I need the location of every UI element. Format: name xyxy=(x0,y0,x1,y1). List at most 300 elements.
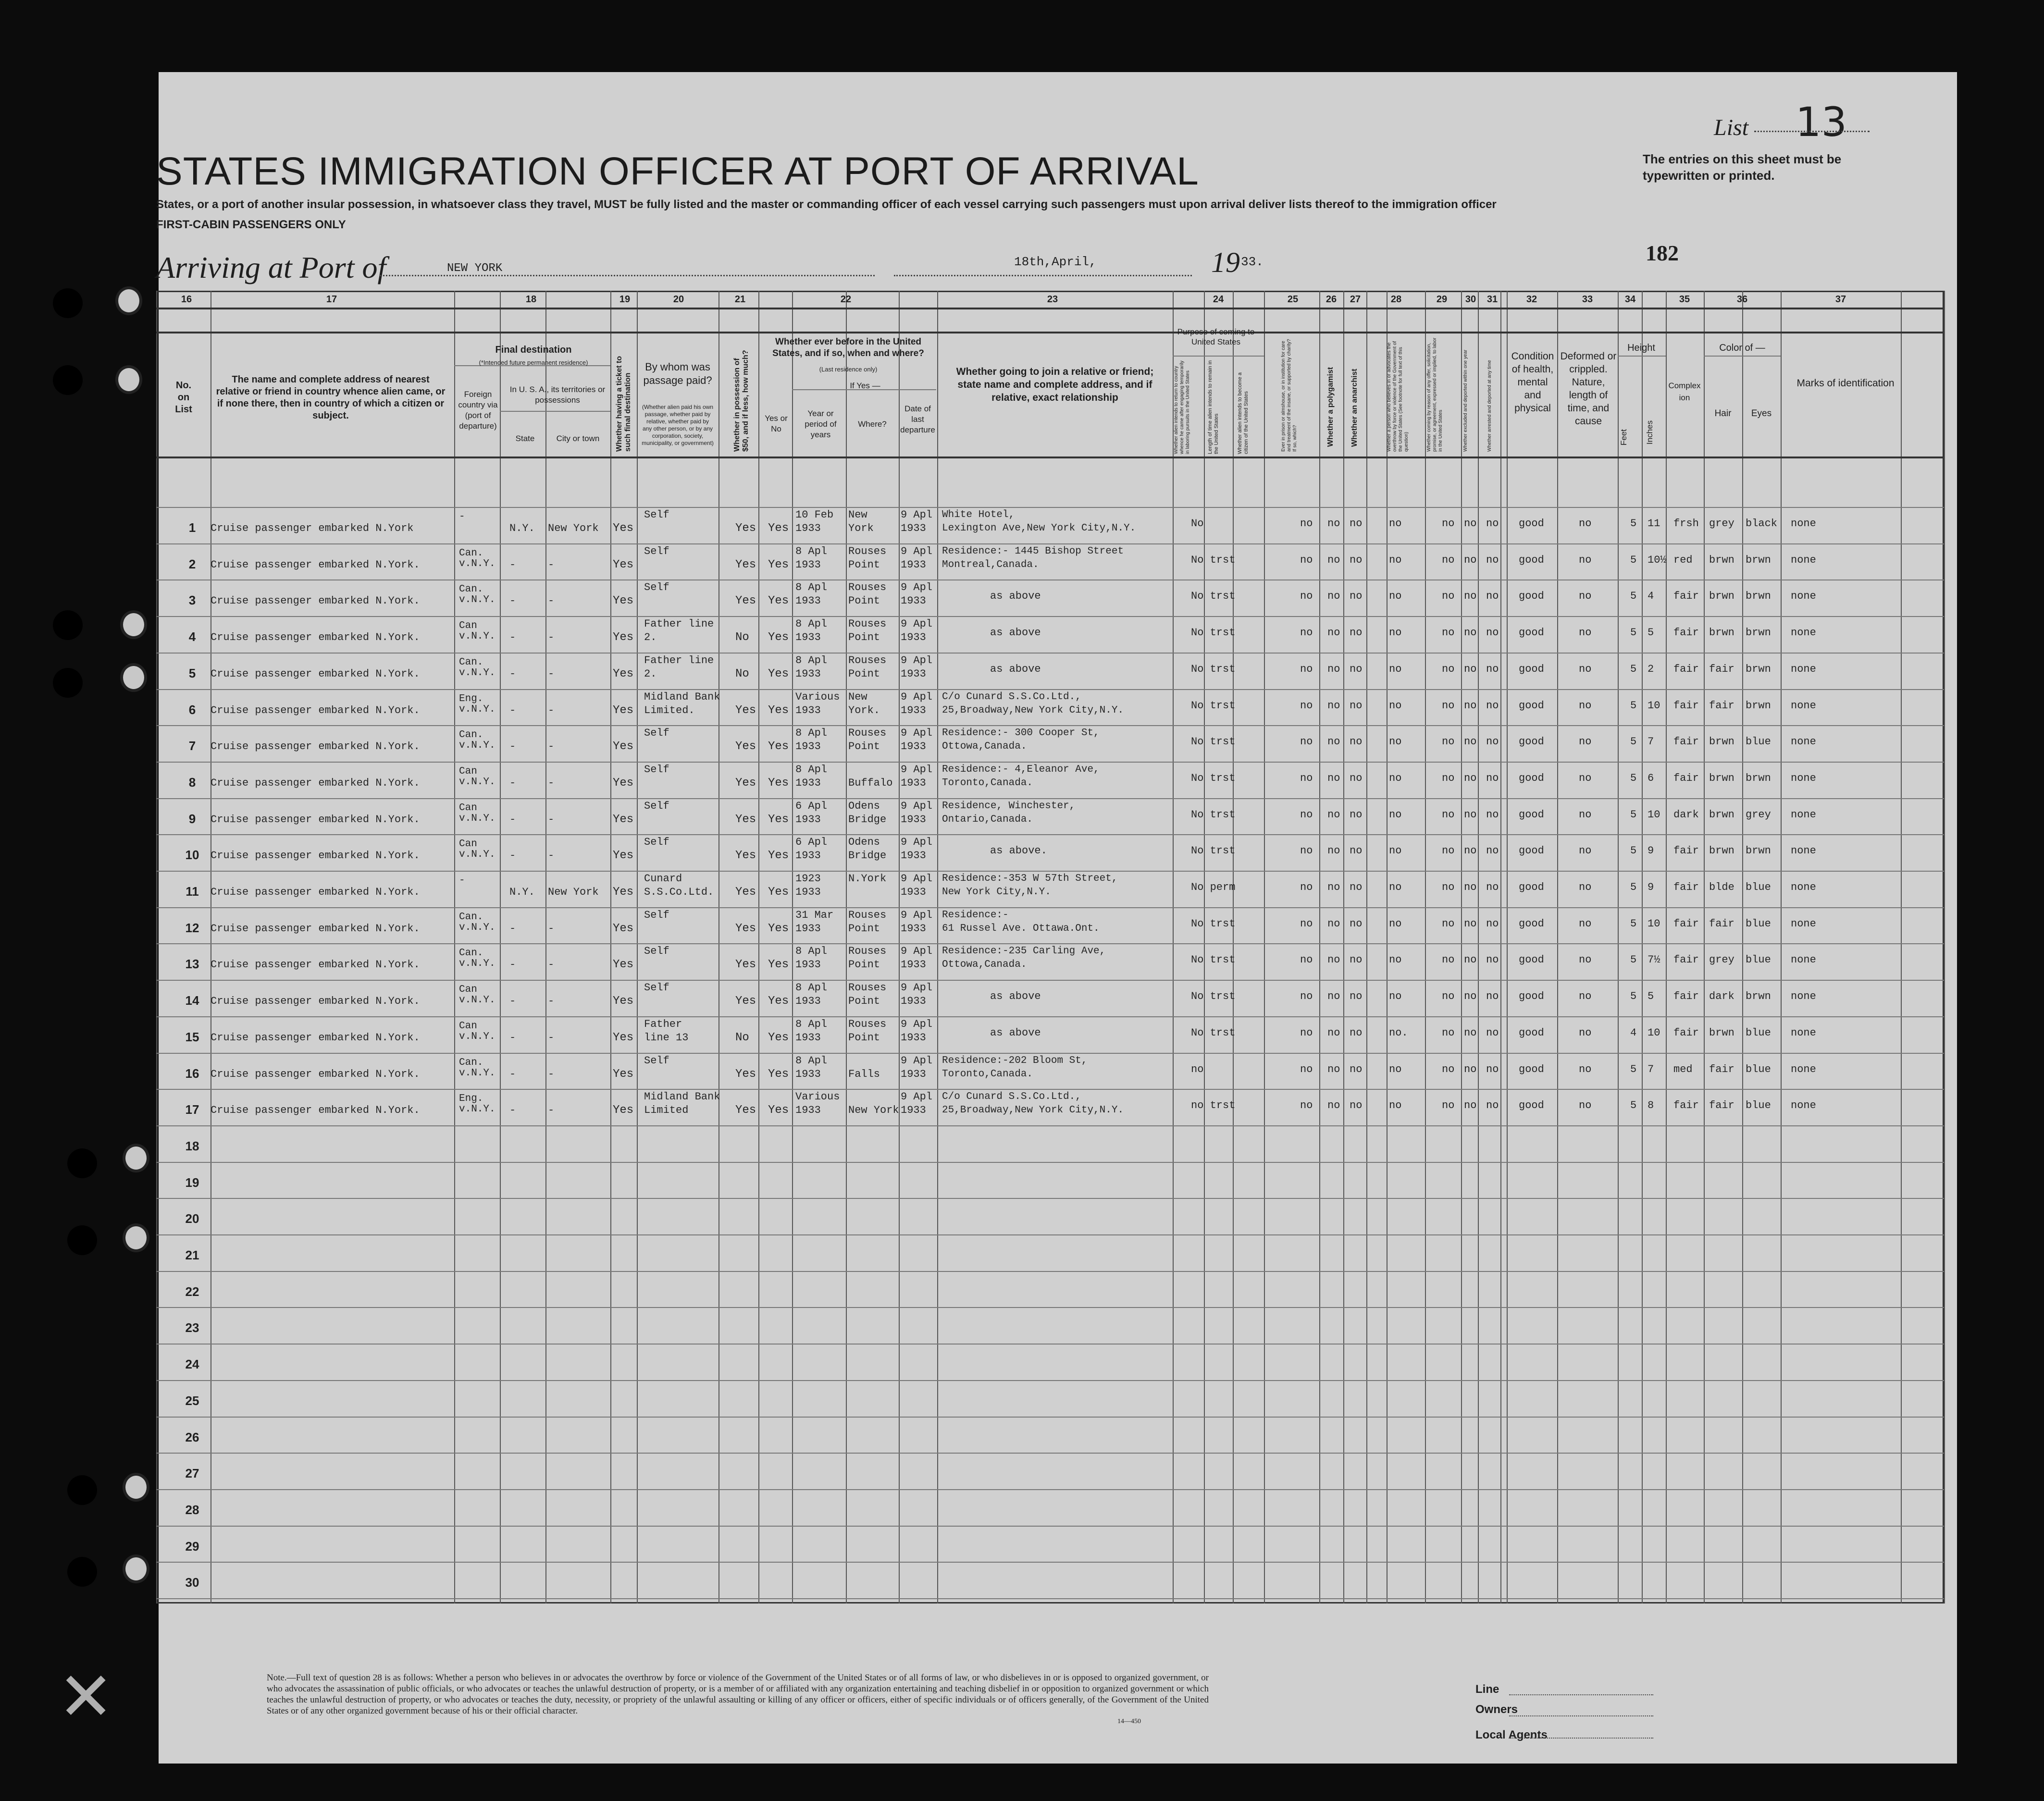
anarchist: no xyxy=(1350,954,1363,966)
where-before: Point xyxy=(848,922,880,935)
passage-paid: Self xyxy=(644,545,669,557)
q28: no xyxy=(1389,990,1402,1003)
height-feet: 5 xyxy=(1630,663,1637,675)
destination-state: N.Y. xyxy=(509,886,535,898)
year-period: 8 Apl xyxy=(795,727,828,740)
destination-city: New York xyxy=(548,522,599,534)
header-complexion: Complexion xyxy=(1668,381,1701,402)
purpose: No xyxy=(1191,518,1204,530)
destination-city: - xyxy=(548,995,555,1008)
header-city: City or town xyxy=(556,434,600,443)
q31: no xyxy=(1486,990,1499,1003)
grid-line xyxy=(1944,291,1945,1604)
eye-color: blue xyxy=(1746,1026,1771,1039)
passage-paid: Father line xyxy=(644,618,714,630)
passage-paid: Self xyxy=(644,982,669,994)
ever-before: Yes xyxy=(768,740,789,753)
hair-color: grey xyxy=(1709,518,1734,530)
q31: no xyxy=(1486,845,1499,857)
row-number: 14 xyxy=(185,993,199,1008)
passage-paid: Self xyxy=(644,581,669,594)
deformed: no xyxy=(1579,808,1592,821)
where-before: N.York xyxy=(848,873,887,885)
binder-hole xyxy=(67,1225,97,1255)
class-label: FIRST-CABIN PASSENGERS ONLY xyxy=(156,218,346,231)
complexion: fair xyxy=(1673,881,1699,893)
destination-state: - xyxy=(509,558,516,571)
binder-hole-outline xyxy=(123,1473,149,1502)
q29: no xyxy=(1442,990,1455,1003)
header-state: State xyxy=(515,434,535,443)
money-50: Yes xyxy=(735,813,756,826)
prison: no xyxy=(1300,663,1313,675)
purpose: No trst xyxy=(1191,954,1236,966)
year-period: 1933 xyxy=(795,886,821,898)
identification-marks: none xyxy=(1791,1099,1816,1112)
q29: no xyxy=(1442,881,1455,893)
last-departure: 1933 xyxy=(901,595,926,607)
ticket: Yes xyxy=(613,1031,634,1044)
nearest-relative: Cruise passenger embarked N.York. xyxy=(211,813,420,826)
passage-paid: Self xyxy=(644,763,669,776)
binder-hole-outline xyxy=(123,1554,149,1583)
deformed: no xyxy=(1579,917,1592,930)
q28: no xyxy=(1389,845,1402,857)
q31: no xyxy=(1486,736,1499,748)
destination-city: - xyxy=(548,631,555,644)
where-before: Rouses xyxy=(848,581,887,594)
anarchist: no xyxy=(1350,990,1363,1003)
health: good xyxy=(1519,772,1544,784)
prison: no xyxy=(1300,954,1313,966)
polygamist: no xyxy=(1327,590,1340,603)
joining-relative: Residence:-353 W 57th Street, xyxy=(942,873,1118,884)
passage-paid: Self xyxy=(644,836,669,849)
row-number: 7 xyxy=(188,739,196,753)
grid-line xyxy=(156,1125,1944,1126)
binder-hole-outline xyxy=(115,365,142,394)
grid-line xyxy=(156,1198,1944,1199)
header-ticket: Whether having a ticket to such final destination xyxy=(615,356,632,452)
purpose: no trst xyxy=(1191,1099,1236,1112)
polygamist: no xyxy=(1327,954,1340,966)
identification-marks: none xyxy=(1791,1063,1816,1075)
last-departure: 9 Apl xyxy=(901,1091,933,1103)
nearest-relative: Cruise passenger embarked N.York. xyxy=(211,1031,420,1044)
year-period: 8 Apl xyxy=(795,581,828,594)
money-50: No xyxy=(735,631,749,644)
q31: no xyxy=(1486,627,1499,639)
passage-paid: Midland Bank xyxy=(644,691,720,703)
ticket: Yes xyxy=(613,776,634,789)
where-before: Point xyxy=(848,667,880,680)
row-number: 10 xyxy=(185,848,199,863)
deformed: no xyxy=(1579,554,1592,566)
grid-line xyxy=(500,411,610,412)
q28: no xyxy=(1389,627,1402,639)
passage-paid: Self xyxy=(644,909,669,921)
q30: no xyxy=(1464,990,1477,1003)
q28: no xyxy=(1389,954,1402,966)
anarchist: no xyxy=(1350,881,1363,893)
foreign-country: Can v.N.Y. xyxy=(459,620,496,642)
binder-hole xyxy=(67,1148,97,1178)
prison: no xyxy=(1300,736,1313,748)
list-underline xyxy=(1754,131,1870,132)
joining-relative: Ottowa,Canada. xyxy=(942,959,1027,971)
year-period: 1933 xyxy=(795,704,821,716)
health: good xyxy=(1519,1099,1544,1112)
ever-before: Yes xyxy=(768,631,789,644)
q29: no xyxy=(1442,917,1455,930)
header-if-yes: If Yes — xyxy=(850,381,880,390)
destination-city: - xyxy=(548,777,555,789)
eye-color: blue xyxy=(1746,954,1771,966)
joining-relative: Residence, Winchester, xyxy=(942,800,1076,812)
polygamist: no xyxy=(1327,990,1340,1003)
anarchist: no xyxy=(1350,627,1363,639)
height-inches: 9 xyxy=(1648,845,1654,857)
header-feet: Feet xyxy=(1619,429,1628,446)
where-before: Odens xyxy=(848,836,880,849)
foreign-country: Eng. v.N.Y. xyxy=(459,693,496,715)
money-50: Yes xyxy=(735,1067,756,1081)
identification-marks: none xyxy=(1791,954,1816,966)
eye-color: blue xyxy=(1746,917,1771,930)
identification-marks: none xyxy=(1791,917,1816,930)
header-height: Height xyxy=(1627,343,1655,353)
joining-relative: as above xyxy=(990,627,1041,639)
last-departure: 1933 xyxy=(901,522,926,534)
where-before: Odens xyxy=(848,800,880,812)
nearest-relative: Cruise passenger embarked N.York. xyxy=(211,740,420,753)
grid-line xyxy=(1264,291,1265,1604)
year-period: 8 Apl xyxy=(795,545,828,557)
header-passage-paid: By whom was passage paid? xyxy=(643,361,712,386)
money-50: Yes xyxy=(735,776,756,789)
q28: no xyxy=(1389,736,1402,748)
ticket: Yes xyxy=(613,522,634,535)
grid-line xyxy=(1319,291,1320,1604)
year-period: 1933 xyxy=(795,667,821,680)
grid-line xyxy=(1173,356,1264,357)
deformed: no xyxy=(1579,954,1592,966)
purpose: No trst xyxy=(1191,736,1236,748)
purpose: No trst xyxy=(1191,590,1236,603)
eye-color: blue xyxy=(1746,881,1771,893)
q31: no xyxy=(1486,917,1499,930)
nearest-relative: Cruise passenger embarked N.York. xyxy=(211,777,420,789)
height-feet: 5 xyxy=(1630,627,1637,639)
destination-state: - xyxy=(509,777,516,789)
q28: no xyxy=(1389,1099,1402,1112)
joining-relative: C/o Cunard S.S.Co.Ltd., xyxy=(942,691,1081,703)
row-number: 15 xyxy=(185,1029,199,1044)
binder-hole xyxy=(53,288,83,318)
ticket: Yes xyxy=(613,813,634,826)
grid-line xyxy=(156,1016,1944,1017)
deformed: no xyxy=(1579,590,1592,603)
q28: no xyxy=(1389,917,1402,930)
purpose: No trst xyxy=(1191,990,1236,1003)
q30: no xyxy=(1464,518,1477,530)
destination-state: - xyxy=(509,995,516,1008)
grid-line xyxy=(156,1307,1944,1308)
height-inches: 10 xyxy=(1648,808,1660,821)
money-50: Yes xyxy=(735,1104,756,1117)
purpose: No trst xyxy=(1191,554,1236,566)
q28: no xyxy=(1389,808,1402,821)
deformed: no xyxy=(1579,627,1592,639)
eye-color: brwn xyxy=(1746,554,1771,566)
q31: no xyxy=(1486,808,1499,821)
last-departure: 9 Apl xyxy=(901,836,933,849)
joining-relative: as above xyxy=(990,663,1041,675)
hair-color: brwn xyxy=(1709,627,1734,639)
complexion: fair xyxy=(1673,990,1699,1003)
grid-line xyxy=(500,291,501,1604)
year-period: 31 Mar xyxy=(795,909,834,921)
page-number: 182 xyxy=(1646,241,1679,265)
deformed: no xyxy=(1579,736,1592,748)
grid-line xyxy=(1507,291,1508,1604)
q29: no xyxy=(1442,627,1455,639)
nearest-relative: Cruise passenger embarked N.York. xyxy=(211,595,420,607)
column-number: 17 xyxy=(326,294,337,305)
hair-color: brwn xyxy=(1709,808,1734,821)
grid-line xyxy=(156,291,157,1604)
header-inches: Inches xyxy=(1645,420,1654,445)
prison: no xyxy=(1300,699,1313,712)
hair-color: dark xyxy=(1709,990,1734,1003)
column-number: 35 xyxy=(1679,294,1690,305)
where-before: New York xyxy=(848,1104,899,1117)
eye-color: brwn xyxy=(1746,772,1771,784)
grid-line xyxy=(846,291,847,1604)
hair-color: fair xyxy=(1709,699,1734,712)
eye-color: blue xyxy=(1746,1063,1771,1075)
year-period: 8 Apl xyxy=(795,1018,828,1030)
destination-state: N.Y. xyxy=(509,522,535,534)
column-number: 29 xyxy=(1436,294,1448,305)
joining-relative: Toronto,Canada. xyxy=(942,1068,1033,1080)
q29: no xyxy=(1442,699,1455,712)
ticket: Yes xyxy=(613,667,634,680)
ticket: Yes xyxy=(613,594,634,608)
hair-color: brwn xyxy=(1709,554,1734,566)
ticket: Yes xyxy=(613,995,634,1008)
port-line xyxy=(380,275,875,276)
destination-state: - xyxy=(509,922,516,935)
header-foreign-country: Foreign country via (port of departure) xyxy=(458,390,498,431)
row-number: 23 xyxy=(185,1320,199,1335)
joining-relative: 25,Broadway,New York City,N.Y. xyxy=(942,1105,1124,1116)
complexion: fair xyxy=(1673,954,1699,966)
column-number: 23 xyxy=(1047,294,1058,305)
binder-hole xyxy=(53,668,83,698)
destination-city: - xyxy=(548,1031,555,1044)
grid-line xyxy=(156,308,1944,309)
footnote-question-28: Note.—Full text of question 28 is as follows: Whether a person who believes in or advocates the overthrow by force or violence of the Government of the United States or of all forms of law, or who disbelieves in or is opposed to organized government, or who advocates the assassination of public officials, or who advocates or teaches the unlawful destruction of property, or is a member of or affiliated with any organization entertaining and teaching disbelief in or opposition to organized government or which teaches the unlawful destruction of property, or who advocates or teaches the duty, necessity, or propriety of the unlawful assaulting or killing of any officer or officers, either of specific individuals or of officers generally, of the Government of the United States or of any other organized government because of his or their official character. xyxy=(267,1673,1209,1716)
grid-line xyxy=(156,332,1944,333)
prison: no xyxy=(1300,1026,1313,1039)
destination-city: - xyxy=(548,704,555,716)
identification-marks: none xyxy=(1791,518,1816,530)
anarchist: no xyxy=(1350,1063,1363,1075)
money-50: Yes xyxy=(735,558,756,571)
health: good xyxy=(1519,1063,1544,1075)
destination-state: - xyxy=(509,850,516,862)
binder-hole-outline xyxy=(120,663,147,692)
where-before: Rouses xyxy=(848,545,887,557)
purpose: No trst xyxy=(1191,917,1236,930)
grid-line xyxy=(1557,291,1558,1604)
joining-relative: 25,Broadway,New York City,N.Y. xyxy=(942,704,1124,716)
grid-line xyxy=(1173,291,1174,1604)
identification-marks: none xyxy=(1791,990,1816,1003)
health: good xyxy=(1519,518,1544,530)
row-number: 19 xyxy=(185,1175,199,1190)
last-departure: 1933 xyxy=(901,959,926,971)
row-number: 16 xyxy=(185,1066,199,1081)
instructions-text: States, or a port of another insular possession, in whatsoever class they travel, MUST be fully listed and the master or commanding officer of each vessel carrying such passengers must upon arrival deliver lists thereof to the immigration officer xyxy=(156,198,1497,211)
destination-state: - xyxy=(509,959,516,971)
polygamist: no xyxy=(1327,699,1340,712)
where-before: York xyxy=(848,522,874,534)
nearest-relative: Cruise passenger embarked N.York. xyxy=(211,1104,420,1117)
passage-paid: Self xyxy=(644,945,669,958)
identification-marks: none xyxy=(1791,808,1816,821)
column-number: 27 xyxy=(1350,294,1361,305)
foreign-country: Can v.N.Y. xyxy=(459,1020,496,1042)
column-number: 30 xyxy=(1465,294,1476,305)
binder-hole xyxy=(53,610,83,640)
year-period: 8 Apl xyxy=(795,945,828,958)
anarchist: no xyxy=(1350,518,1363,530)
eye-color: brwn xyxy=(1746,663,1771,675)
health: good xyxy=(1519,736,1544,748)
q29: no xyxy=(1442,954,1455,966)
complexion: fair xyxy=(1673,627,1699,639)
grid-line xyxy=(156,1344,1944,1345)
complexion: fair xyxy=(1673,1099,1699,1112)
hair-color: brwn xyxy=(1709,1026,1734,1039)
header-ever-before-note: (Last residence only) xyxy=(819,366,878,373)
q31: no xyxy=(1486,772,1499,784)
q29: no xyxy=(1442,663,1455,675)
grid-line xyxy=(156,1562,1944,1563)
prison: no xyxy=(1300,590,1313,603)
complexion: fair xyxy=(1673,772,1699,784)
list-number: 13 xyxy=(1796,99,1847,146)
height-inches: 10 xyxy=(1648,917,1660,930)
header-purpose-b: Length of time alien intends to remain in the United States xyxy=(1207,360,1219,454)
grid-line xyxy=(156,1271,1944,1272)
last-departure: 9 Apl xyxy=(901,1018,933,1030)
complexion: dark xyxy=(1673,808,1699,821)
grid-line xyxy=(545,291,546,1604)
destination-state: - xyxy=(509,740,516,753)
passage-paid: Self xyxy=(644,800,669,812)
last-departure: 1933 xyxy=(901,704,926,716)
joining-relative: Residence:- xyxy=(942,909,1009,921)
header-ever-before: Whether ever before in the United States, and if so, when and where? xyxy=(772,337,924,358)
height-inches: 6 xyxy=(1648,772,1654,784)
health: good xyxy=(1519,663,1544,675)
identification-marks: none xyxy=(1791,845,1816,857)
grid-line xyxy=(156,1234,1944,1235)
last-departure: 1933 xyxy=(901,1104,926,1117)
grid-line xyxy=(1666,291,1667,1604)
last-departure: 1933 xyxy=(901,886,926,898)
complexion: fair xyxy=(1673,1026,1699,1039)
prison: no xyxy=(1300,518,1313,530)
header-in-usa: In U. S. A., its territories or possessions xyxy=(509,385,606,405)
row-number: 13 xyxy=(185,957,199,972)
grid-line xyxy=(156,1489,1944,1490)
money-50: Yes xyxy=(735,958,756,972)
grid-line xyxy=(1642,291,1643,1604)
height-inches: 10 xyxy=(1648,1026,1660,1039)
where-before: Point xyxy=(848,995,880,1008)
grid-line xyxy=(156,1598,1944,1599)
destination-city: - xyxy=(548,667,555,680)
deformed: no xyxy=(1579,699,1592,712)
joining-relative: Residence:- 4,Eleanor Ave, xyxy=(942,764,1100,775)
joining-relative: Residence:-235 Carling Ave, xyxy=(942,946,1106,957)
complexion: fair xyxy=(1673,736,1699,748)
foreign-country: Can. v.N.Y. xyxy=(459,911,496,933)
destination-state: - xyxy=(509,667,516,680)
last-departure: 9 Apl xyxy=(901,800,933,812)
q30: no xyxy=(1464,1026,1477,1039)
polygamist: no xyxy=(1327,554,1340,566)
height-feet: 5 xyxy=(1630,772,1637,784)
height-inches: 2 xyxy=(1648,663,1654,675)
deformed: no xyxy=(1579,1063,1592,1075)
year-period: 1933 xyxy=(795,740,821,753)
height-feet: 5 xyxy=(1630,954,1637,966)
column-number: 32 xyxy=(1526,294,1537,305)
last-departure: 9 Apl xyxy=(901,727,933,740)
polygamist: no xyxy=(1327,917,1340,930)
passage-paid: 2. xyxy=(644,631,657,644)
foreign-country: Can. v.N.Y. xyxy=(459,547,496,569)
prison: no xyxy=(1300,554,1313,566)
nearest-relative: Cruise passenger embarked N.York. xyxy=(211,995,420,1008)
passage-paid: 2. xyxy=(644,667,657,680)
ever-before: Yes xyxy=(768,522,789,535)
typewritten-note: The entries on this sheet must be typewritten or printed. xyxy=(1643,152,1842,183)
joining-relative: 61 Russel Ave. Ottawa.Ont. xyxy=(942,923,1100,934)
height-inches: 7 xyxy=(1648,1063,1654,1075)
grid-line xyxy=(1704,291,1705,1604)
header-no-on-list: No. on List xyxy=(175,380,192,415)
last-departure: 1933 xyxy=(901,1068,926,1080)
footer-line-label: Line xyxy=(1475,1683,1499,1696)
grid-line xyxy=(156,980,1944,981)
row-number: 26 xyxy=(185,1430,199,1444)
ticket: Yes xyxy=(613,1104,634,1117)
q28: no xyxy=(1389,699,1402,712)
passage-paid: Self xyxy=(644,1054,669,1067)
joining-relative: as above xyxy=(990,590,1041,603)
column-number: 37 xyxy=(1835,294,1846,305)
form-code: 14—450 xyxy=(1117,1718,1141,1725)
prison: no xyxy=(1300,1063,1313,1075)
header-condition: Condition of health, mental and physical xyxy=(1511,351,1554,414)
header-eyes: Eyes xyxy=(1751,408,1772,419)
